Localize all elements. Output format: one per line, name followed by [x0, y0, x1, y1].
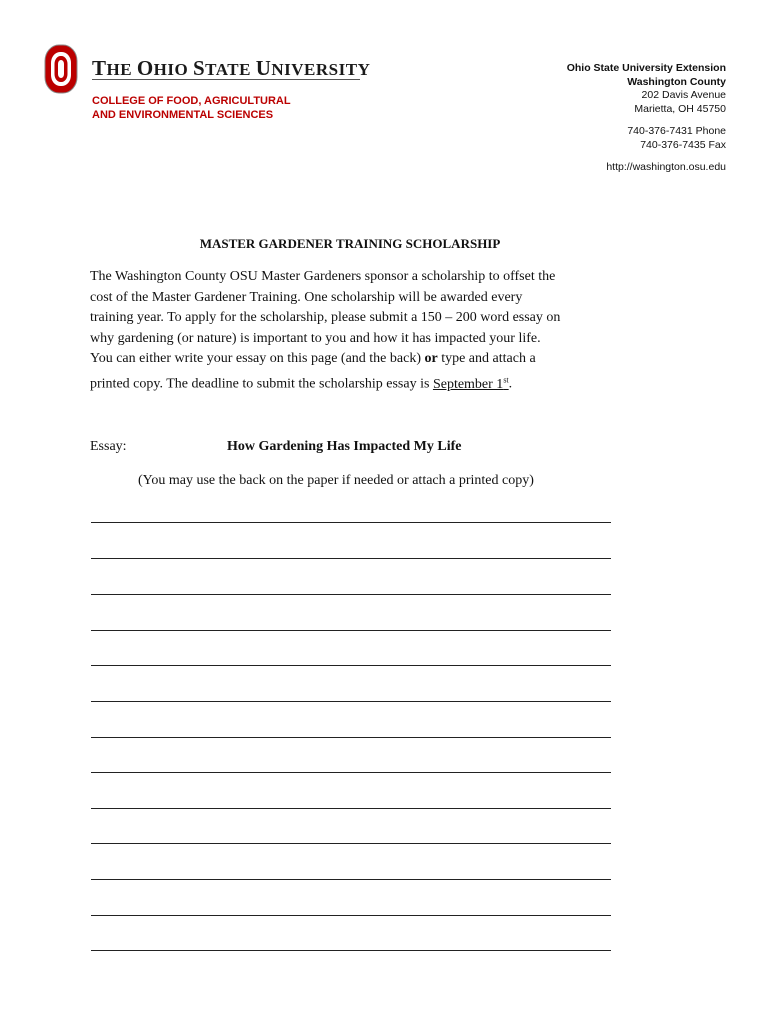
county-name: Washington County [627, 75, 726, 88]
city-state-zip: Marietta, OH 45750 [634, 102, 726, 115]
essay-writing-line[interactable] [91, 558, 611, 559]
essay-writing-line[interactable] [91, 879, 611, 880]
document-title: MASTER GARDENER TRAINING SCHOLARSHIP [199, 236, 501, 251]
college-name [92, 94, 291, 122]
essay-writing-line[interactable] [91, 522, 611, 523]
fax-number: 740-376-7435 Fax [640, 138, 726, 151]
para-line: cost of the Master Gardener Training. One scholarship will be awarded every [90, 289, 523, 305]
essay-writing-line[interactable] [91, 843, 611, 844]
para-line: printed copy. The deadline to submit the scholarship essay is September 1st. [90, 374, 513, 392]
essay-writing-line[interactable] [91, 701, 611, 702]
essay-writing-line[interactable] [91, 737, 611, 738]
para-line: You can either write your essay on this page (and the back) or type and attach a [90, 351, 536, 367]
essay-writing-line[interactable] [91, 630, 611, 631]
essay-writing-line[interactable] [91, 772, 611, 773]
essay-label: Essay: [90, 439, 127, 454]
essay-writing-line[interactable] [91, 808, 611, 809]
college-line-1: COLLEGE OF FOOD, AGRICULTURAL [92, 95, 291, 107]
essay-writing-line[interactable] [91, 594, 611, 595]
instructions-paragraph [90, 267, 615, 395]
para-line: The Washington County OSU Master Gardeners sponsor a scholarship to offset the [90, 269, 556, 284]
contact-block [466, 62, 726, 175]
essay-writing-line[interactable] [91, 950, 611, 951]
or-emphasis: or [424, 351, 438, 367]
header-divider [92, 79, 360, 80]
essay-note: (You may use the back on the paper if needed or attach a printed copy) [138, 473, 534, 488]
office-name: Ohio State University Extension [566, 62, 726, 74]
essay-title: How Gardening Has Impacted My Life [227, 439, 462, 454]
website-link[interactable]: http://washington.osu.edu [606, 161, 726, 173]
ohio-state-o-logo [44, 44, 78, 94]
phone-number: 740-376-7431 Phone [627, 125, 726, 137]
essay-writing-line[interactable] [91, 915, 611, 916]
para-line: training year. To apply for the scholarship, please submit a 150 – 200 word essay on [90, 310, 561, 326]
street-address: 202 Davis Avenue [641, 89, 726, 101]
university-name: THE OHIO STATE UNIVERSITY [92, 56, 371, 80]
para-line: why gardening (or nature) is important to you and how it has impacted your life. [90, 330, 541, 346]
essay-writing-line[interactable] [91, 665, 611, 666]
deadline-date: September 1st [432, 374, 509, 392]
college-line-2: AND ENVIRONMENTAL SCIENCES [92, 109, 274, 121]
